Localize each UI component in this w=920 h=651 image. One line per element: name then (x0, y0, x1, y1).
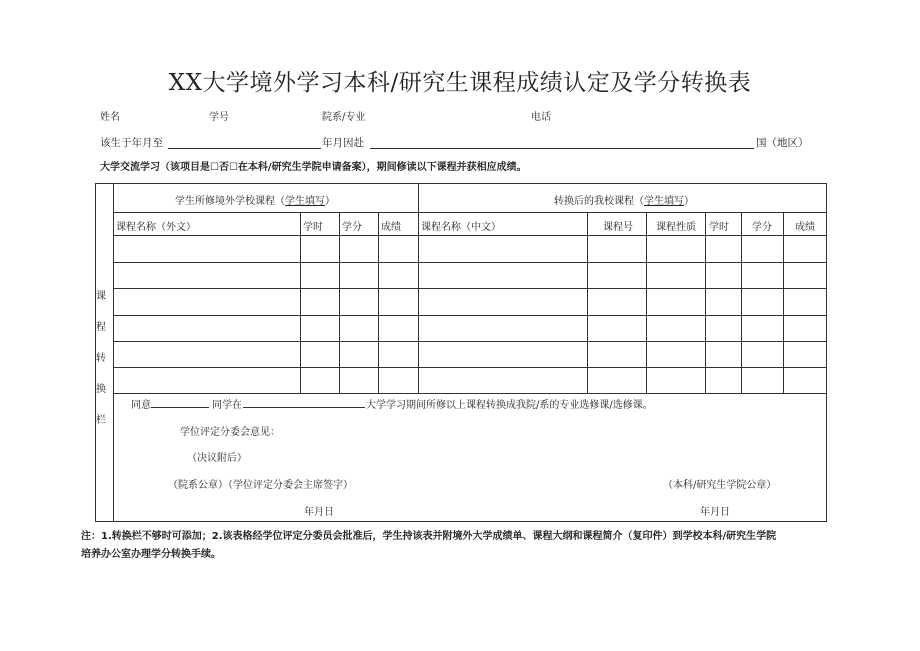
date-left: 年月日 (304, 507, 334, 518)
col-foreign-course-name: 课程名称（外文） (116, 222, 196, 233)
phone-label: 电话 (531, 112, 551, 123)
graduate-school-stamp-label: （本科/研究生学院公章） (663, 480, 777, 491)
agree-label: 同意 (131, 400, 151, 411)
col-home-credits: 学分 (752, 222, 772, 233)
period-start-label: 该生于年月至 (100, 137, 163, 149)
department-label: 院系/专业 (322, 112, 366, 123)
country-region-label: 国（地区） (756, 137, 809, 149)
period-blank[interactable] (168, 148, 321, 149)
exchange-statement: 大学交流学习（该项目是☐否☐在本科/研究生学院申请备案），期间修读以下课程并获相应成绩。 (100, 162, 527, 173)
student-in-label: 同学在 (212, 400, 242, 411)
col-foreign-credits: 学分 (342, 222, 362, 233)
col-course-type: 课程性质 (656, 222, 696, 233)
university-name-blank[interactable] (243, 407, 365, 408)
col-home-course-name: 课程名称（中文） (421, 222, 501, 233)
note-line-2: 培养办公室办理学分转换手续。 (81, 549, 221, 560)
col-home-hours: 学时 (709, 222, 729, 233)
student-id-label: 学号 (209, 112, 229, 123)
note-line-1: 注：1.转换栏不够时可添加；2.该表格经学位评定分委员会批准后，学生持该表并附境外大学成绩单、课程大纲和课程简介（复印件）到学校本科/研究生学院 (81, 531, 777, 542)
col-home-grade: 成绩 (795, 222, 815, 233)
committee-opinion-label: 学位评定分委会意见： (180, 427, 280, 438)
name-label: 姓名 (100, 112, 120, 123)
conversion-section-label: 课 程 转 换 栏 (96, 291, 106, 426)
student-name-blank[interactable] (151, 407, 209, 408)
department-stamp-label: （院系公章）（学位评定分委会主席签字） (168, 480, 353, 491)
col-foreign-hours: 学时 (303, 222, 323, 233)
destination-blank[interactable] (370, 148, 754, 149)
resolution-attached-label: （决议附后） (187, 453, 247, 464)
foreign-course-header: 学生所修境外学校课程（学生填写） (175, 196, 335, 207)
col-course-number: 课程号 (603, 222, 633, 233)
col-foreign-grade: 成绩 (381, 222, 401, 233)
period-reason-label: 年月因赴 (322, 137, 364, 149)
page-title: XX大学境外学习本科/研究生课程成绩认定及学分转换表 (168, 70, 752, 96)
conversion-approval-text: 大学学习期间所修以上课程转换成我院/系的专业选修课/选修课。 (366, 400, 653, 411)
course-conversion-table (95, 183, 827, 522)
date-right: 年月日 (700, 507, 730, 518)
home-course-header: 转换后的我校课程（学生填写） (554, 196, 694, 207)
